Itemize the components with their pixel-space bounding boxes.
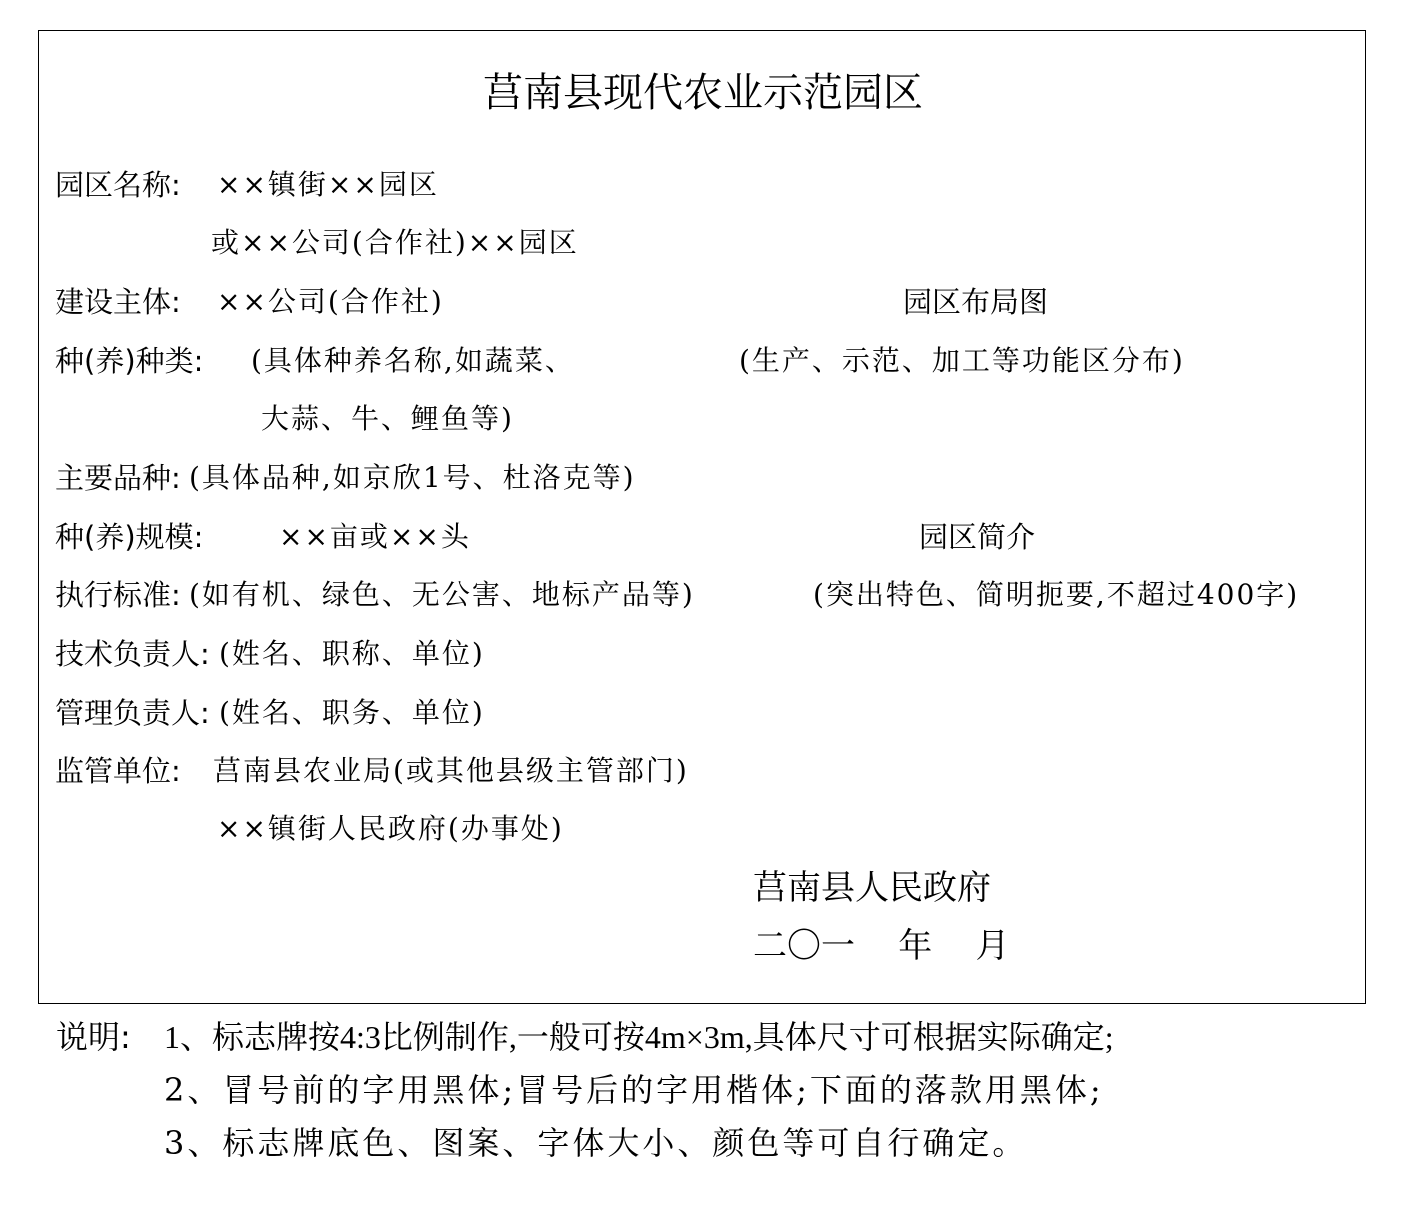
- species-value-cont: 大蒜、牛、鲤鱼等): [261, 402, 514, 435]
- species-value: (具体种养名称,如蔬菜、: [251, 344, 575, 377]
- mgmt-lead-label: 管理负责人:: [55, 696, 210, 730]
- tech-lead-value: (姓名、职称、单位): [219, 637, 485, 670]
- sign-board: [38, 30, 1366, 1004]
- species-label: 种(养)种类:: [55, 344, 204, 378]
- supervisor-value-cont: ××镇街人民政府(办事处): [217, 812, 564, 845]
- builder-label: 建设主体:: [55, 285, 181, 319]
- park-name-value: ××镇街××园区: [217, 168, 439, 201]
- layout-map-desc: (生产、示范、加工等功能区分布): [739, 344, 1185, 377]
- park-name-alt-value: 或××公司(合作社)××园区: [211, 226, 579, 259]
- standard-label: 执行标准:: [55, 578, 181, 612]
- note-item: 2、冒号前的字用黑体;冒号后的字用楷体;下面的落款用黑体;: [164, 1071, 1104, 1109]
- scale-label: 种(养)规模:: [55, 520, 204, 554]
- intro-heading: 园区简介: [919, 520, 1036, 554]
- scale-value: ××亩或××头: [279, 520, 471, 553]
- supervisor-value: 莒南县农业局(或其他县级主管部门): [213, 754, 689, 787]
- varieties-value: (具体品种,如京欣1号、杜洛克等): [189, 461, 636, 494]
- issuer: 莒南县人民政府: [753, 868, 991, 908]
- sign-date: 二〇一 年 月: [753, 926, 1010, 966]
- park-name-label: 园区名称:: [55, 168, 181, 202]
- note-item: 1、标志牌按4:3比例制作,一般可按4m×3m,具体尺寸可根据实际确定;: [164, 1019, 1114, 1055]
- tech-lead-label: 技术负责人:: [55, 637, 210, 671]
- standard-value: (如有机、绿色、无公害、地标产品等): [189, 578, 695, 611]
- varieties-label: 主要品种:: [55, 461, 181, 495]
- builder-value: ××公司(合作社): [217, 285, 444, 318]
- sign-title: 莒南县现代农业示范园区: [483, 70, 923, 116]
- intro-desc: (突出特色、简明扼要,不超过400字): [813, 578, 1300, 611]
- supervisor-label: 监管单位:: [55, 754, 181, 788]
- notes-label: 说明:: [56, 1018, 131, 1056]
- layout-map-heading: 园区布局图: [903, 285, 1049, 319]
- note-item: 3、标志牌底色、图案、字体大小、颜色等可自行确定。: [164, 1124, 1028, 1162]
- mgmt-lead-value: (姓名、职务、单位): [219, 696, 485, 729]
